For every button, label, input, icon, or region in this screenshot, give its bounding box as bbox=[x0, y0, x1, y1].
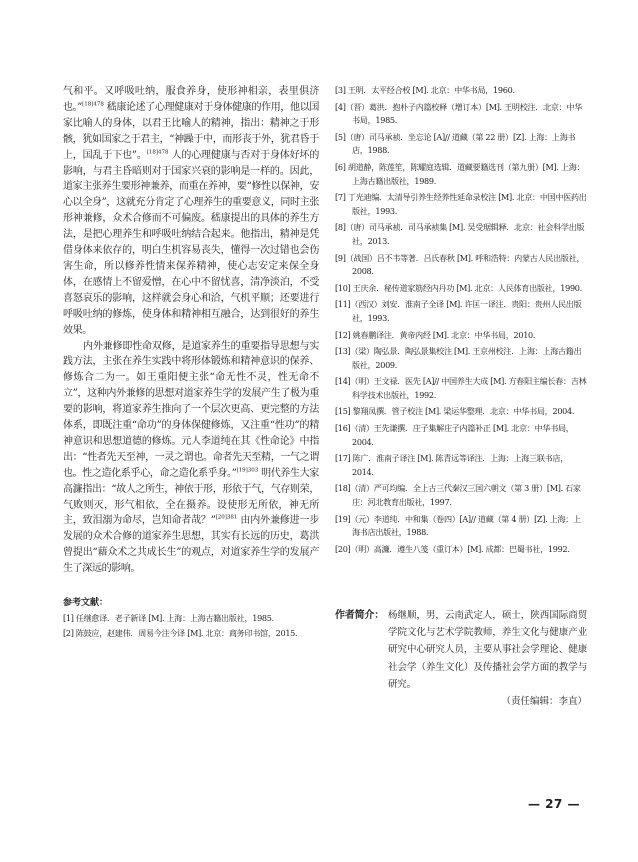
citation-superscript: [18]478 bbox=[146, 149, 169, 156]
reference-item: [20]（明）高濂．遵生八笺（重订本）[M]. 成都：巴蜀书社，1992. bbox=[335, 543, 570, 554]
reference-item: [10] 王庆余．秘传道家筋经内丹功 [M]. 北京：人民体育出版社，1990. bbox=[335, 282, 582, 293]
responsible-editor: （责任编辑：李直） bbox=[501, 696, 587, 707]
reference-item: [11]（西汉）刘安．淮南子全译 [M]. 许匡一译注．贵阳：贵州人民出版社，1993. bbox=[335, 299, 582, 323]
citation-superscript: [19]303 bbox=[236, 467, 259, 474]
left-column bbox=[63, 84, 319, 641]
page-number: — 27 — bbox=[528, 797, 581, 811]
reference-item: [9]（战国）吕不韦等著．吕氏春秋 [M]. 呼和浩特：内蒙古人民出版社，2008. bbox=[335, 252, 585, 277]
para1-text-c: 人的心理健康与否对于身体好坏的影响，与君主昏暗则对于国家兴衰的影响是一样的。因此，道家主张养生要形神兼养，而重在养神，要“修性以保神，安心以全身”，这就充分肯定了心理养生的重要意义，同时主张形神兼修，众术合修而不可偏废。嵇康提出的具体的养生方法，是把心理养生和呼吸吐纳结合起来。他指出，精神是凭借身体来依存的，明白生机容易丧失，懂得一次过错也会伤害生命，所以修养性情来保养精神，使心志安定来保全身体，在感情上不留爱憎，在心中不留忧喜，清净淡泊，不受喜怒哀乐的影响，这样就会身心和洽，气机平顺；还要进行呼吸吐纳的修炼，使身体和精神相互融合，达到很好的养生效果。 bbox=[63, 149, 319, 336]
body-paragraph-1 bbox=[63, 84, 319, 339]
para2-text-c: 由内外兼修进一步发展的众术合修的道家养生思想，其实有长远的历史，葛洪曾提出“藉众术之共成长生”的观点，对道家养生学的发展产生了深远的影响。 bbox=[63, 515, 320, 575]
author-bio bbox=[335, 607, 587, 693]
citation-superscript: [18]478 bbox=[82, 101, 104, 108]
reference-list-right bbox=[335, 84, 587, 556]
reference-item: [5]（唐）司马承祯．坐忘论 [A]// 道藏（第 22 册）[Z]. 上海：上海书店，1988. bbox=[335, 131, 576, 156]
reference-item: [16]（清）王先谦撰．庄子集解庄子内篇补正 [M]. 北京：中华书局，2004. bbox=[335, 423, 574, 447]
para2-text-b: 明代养生大家高濂指出：“故人之所生，神依于形，形依于气，气存则荣，气败则灭，形气相依，全在摄养。设使形无所依，神无所主，致泪溺为命尽，岂知命者哉？” bbox=[63, 467, 319, 527]
para1-text-a: 气和平。又呼吸吐纳，服食养身，使形神相亲，表里俱济也。” bbox=[63, 86, 319, 113]
para2-text-a: 内外兼修即性命双修，是道家养生的重要指导思想与实践方法，主张在养生实践中将形体锻炼和精神意识的保养、修炼合二为一。如王重阳便主张“命无性不灵，性无命不立”，这种内外兼修的思想对道家养生学的发展产生了极为重要的影响，将道家养生推向了一个层次更高、更完整的方法体系，即既注重“命功”的身体保健修炼，又注重“性功”的精神意识和思想道德的修炼。元人李道纯在其《性命论》中指出：“性者先天至神，一灵之谓也。命者先天至精，一气之谓也。性之造化系乎心，命之造化系乎身。” bbox=[63, 340, 319, 479]
body-paragraph-2 bbox=[63, 339, 319, 578]
author-bio-label: 作者简介： bbox=[335, 610, 384, 621]
references-heading: 参考文献： bbox=[63, 598, 109, 609]
reference-item: [14]（明）王文禄．医先 [A]// 中国养生大成 [M]. 方春阳主编长春：吉林科学技术出版社，1992. bbox=[335, 376, 587, 400]
reference-item: [3] 王明．太平经合校 [M]. 北京：中华书局，1960. bbox=[335, 85, 515, 95]
reference-list-left bbox=[63, 612, 319, 640]
reference-item: [19]（元）李道纯．中和集（卷四）[A]// 道藏（第 4 册）[Z]. 上海：上海书店出版社，1988. bbox=[335, 513, 581, 538]
reference-item: [6] 胡道静，陈莲笙，陈耀庭选辑．道藏要籍选刊（第九册）[M]. 上海：上海古籍出版社，1989. bbox=[335, 161, 585, 186]
reference-item: [18]（清）严可均编．全上古三代秦汉三国六朝文（第 3 册）[M]. 石家庄：河北教育出版社，1997. bbox=[335, 483, 581, 508]
para1-text-b: 嵇康论述了心理健康对于身体健康的作用，他以国家比喻人的身体，以君王比喻人的精神，指出：精神之于形骸，犹如国家之于君主，“神躁于中，而形丧于外，犹君昏于上，国乱于下也”。 bbox=[63, 101, 319, 161]
reference-item: [4]（晋）葛洪．抱朴子内篇校释（增订本）[M]. 王明校注．北京：中华书局，1985. bbox=[335, 101, 583, 126]
reference-item: [13]（梁）陶弘景．陶弘景集校注 [M]. 王京州校注．上海：上海古籍出版社，2009. bbox=[335, 346, 582, 370]
reference-item: [17] 陈广．淮南子译注 [M]. 陈青远等译注．上海：上海三联书店，2014. bbox=[335, 453, 569, 477]
reference-item: [15] 黎翔凤撰．管子校注 [M]. 梁运华整理．北京：中华书局，2004. bbox=[335, 406, 575, 417]
reference-item: [1] 任继愈译．老子新译 [M]. 上海：上海古籍出版社，1985. bbox=[63, 613, 274, 624]
reference-item: [12] 姚春鹏译注．黄帝内经 [M]. 北京：中华书局，2010. bbox=[335, 329, 536, 340]
author-bio-text: 杨继顺，男，云南武定人，硕士，陕西国际商贸学院文化与艺术学院教师，养生文化与健康产业研究中心研究人员，主要从事社会学理论、健康社会学（养生文化）及传播社会学方面的教学与研究。 bbox=[388, 610, 587, 690]
reference-item: [7] 丁光迪编．太清导引养生经养性延命录校注 [M]. 北京：中国中医药出版社，1993. bbox=[335, 192, 587, 216]
citation-superscript: [20]381 bbox=[215, 515, 238, 522]
reference-item: [2] 陈鼓应，赵建伟．周易今注今译 [M]. 北京：商务印书馆，2015. bbox=[63, 627, 298, 638]
reference-item: [8]（唐）司马承祯．司马承祯集 [M]. 吴受琚辑释．北京：社会科学出版社，2013. bbox=[335, 222, 585, 246]
right-column bbox=[335, 84, 587, 559]
